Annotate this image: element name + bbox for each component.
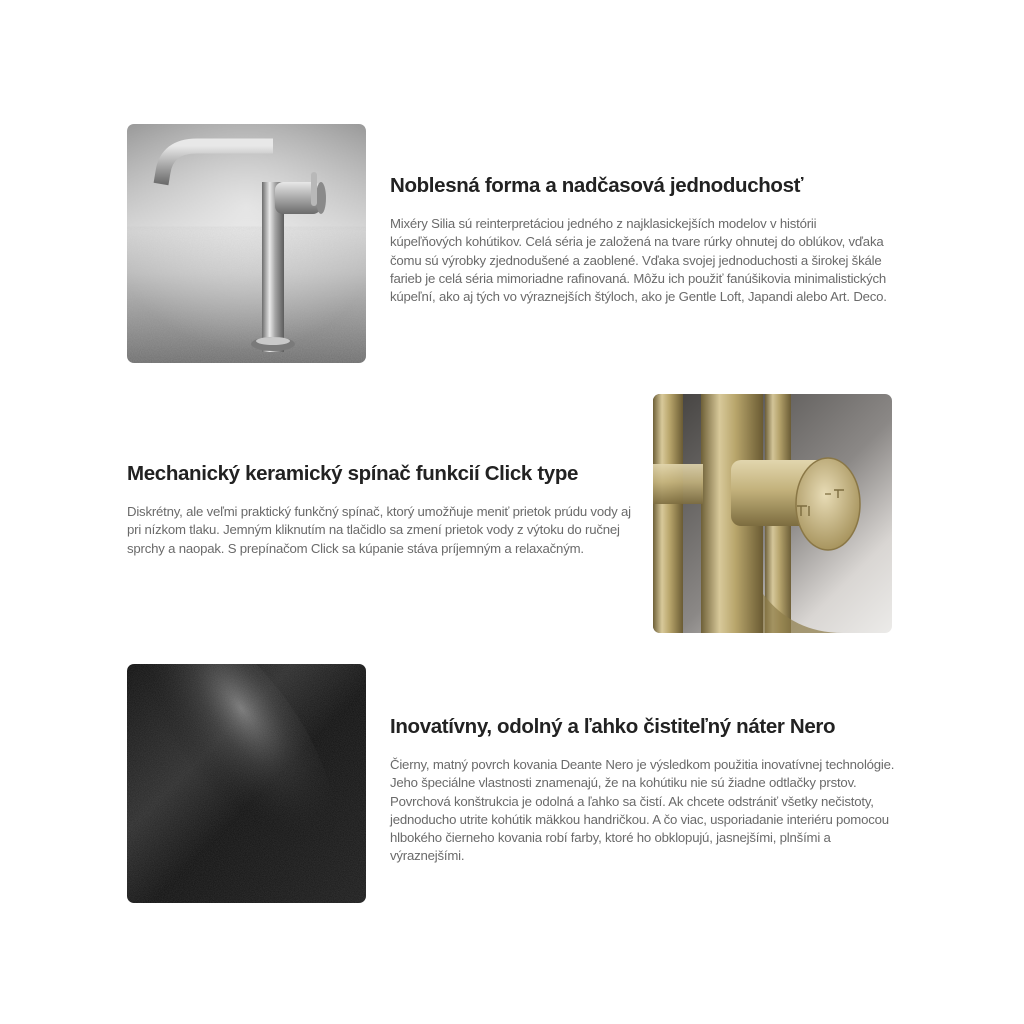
brass-switch-photo <box>653 394 892 633</box>
black-finish-photo <box>127 664 366 903</box>
feature-description: Mixéry Silia sú reinterpretáciou jedného z najklasickejších modelov v histórii kúpeľňových kohútikov. Celá séria je založená na tvare rúrky ohnutej do oblúkov, vďaka čomu sú výrobky zjednodušené a zaoblené. Vďaka svojej jednoduchosti a širokej škále farieb je celá séria mimoriadne rafinovaná. Môžu ich použiť fanúšikovia minimalistických kúpeľní, ako aj tých vo výraznejších štýloch, ako je Gentle Loft, Japandi alebo Art. Deco. <box>390 216 887 305</box>
feature-title: Noblesná forma a nadčasová jednoduchosť <box>390 174 804 197</box>
feature-title: Mechanický keramický spínač funkcií Click type <box>127 462 579 485</box>
feature-title: Inovatívny, odolný a ľahko čistiteľný náter Nero <box>390 715 836 738</box>
feature-description: Diskrétny, ale veľmi praktický funkčný spínač, ktorý umožňuje meniť prietok prúdu vody aj pri nízkom tlaku. Jemným kliknutím na tlačidlo sa zmení prietok vody z výtoku do ručnej sprchy a naopak. S prepínačom Click sa kúpanie stáva príjemným a relaxačným. <box>127 504 631 556</box>
chrome-faucet-photo <box>127 124 366 363</box>
feature-description: Čierny, matný povrch kovania Deante Nero je výsledkom použitia inovatívnej technológie. Jeho špeciálne vlastnosti znamenajú, že na kohútiku nie sú žiadne odtlačky prstov. Povrchová konštrukcia je odolná a ľahko sa čistí. Ak chcete odstrániť všetky nečistoty, jednoducho utrite kohútik mäkkou handričkou. A čo viac, usporiadanie interiéru pomocou hlbokého čierneho kovania robí farby, ktoré ho obklopujú, jasnejšími, plnšími a výraznejšími. <box>390 757 895 864</box>
